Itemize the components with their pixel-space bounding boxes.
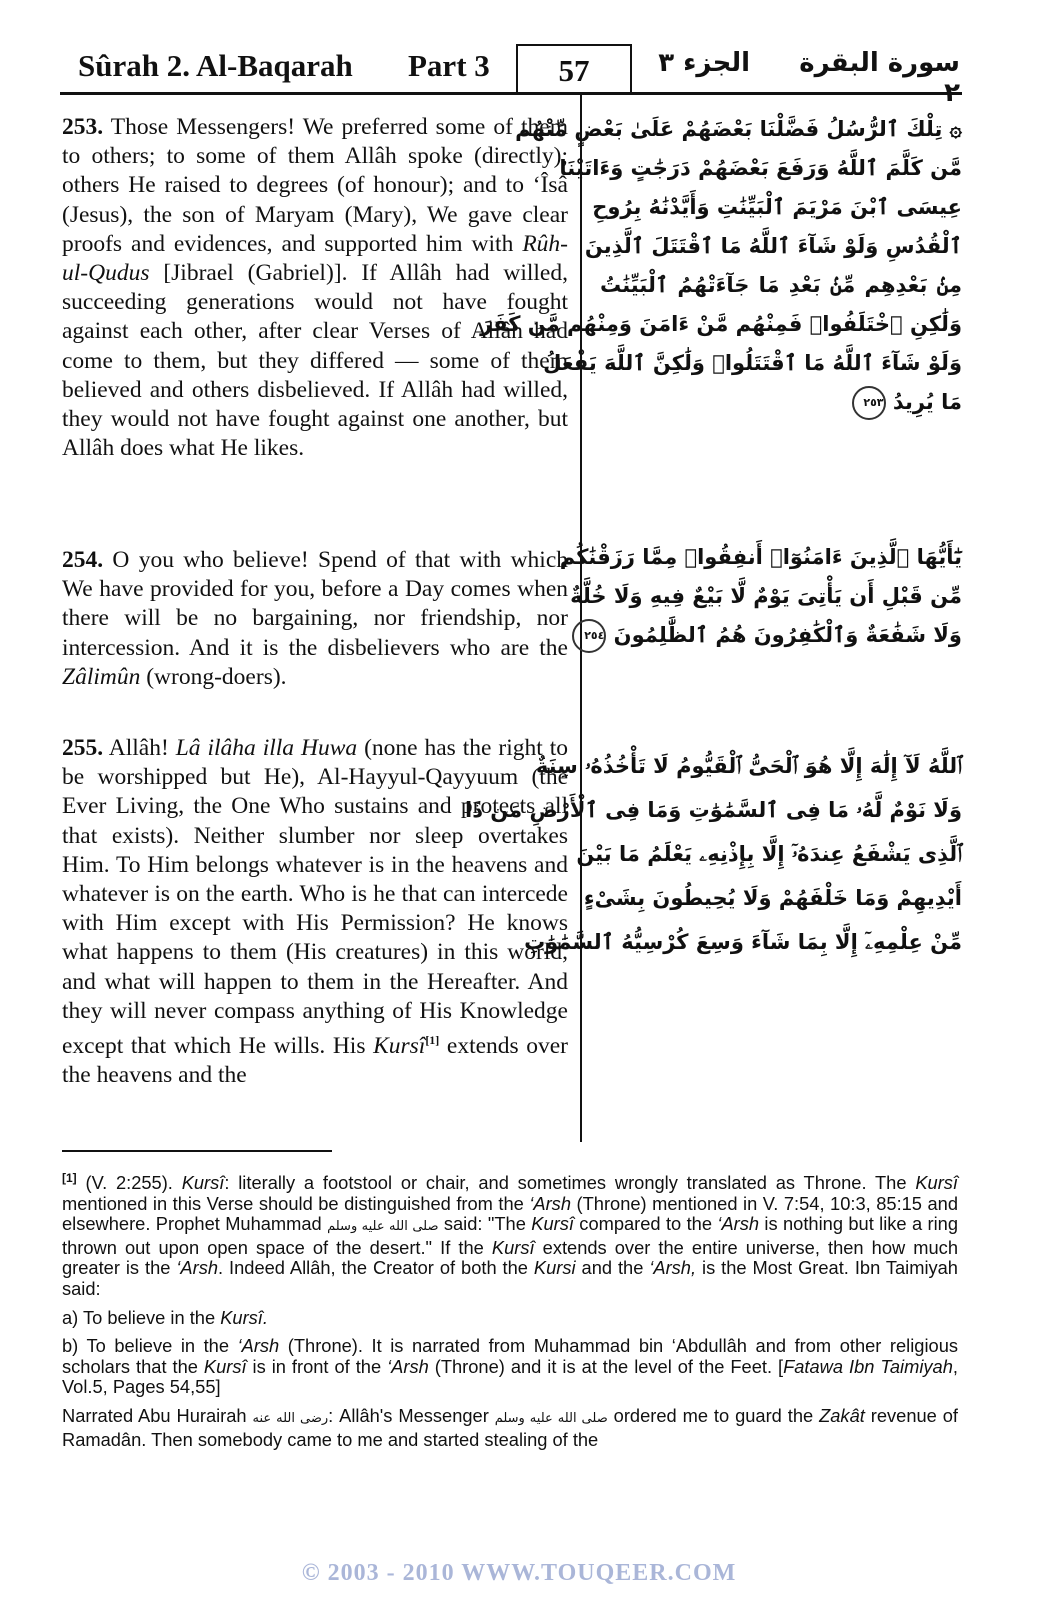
arabic-line: ٱلَّذِى يَشْفَعُ عِندَهُۥٓ إِلَّا بِإِذْنِهِۦ يَعْلَمُ مَا بَيْنَ: [576, 842, 962, 866]
footnote-italic: Kursî: [203, 1355, 247, 1377]
footnote-text: (V. 2:255).: [76, 1172, 182, 1194]
verse-text: (none has the right to be worshipped but He), Al-Hayyul-Qayyuum (the Ever Living, the One Who sustains and protects all that exists). Neither slumber nor sleep overtakes Him. To Him belongs whatever is in the heavens and whatever is on the earth. Who is he that can intercede with Him except with His Permission? He knows what happens to them (His creatures) in this world, and what will happen to them in the Hereafter. And they will never compass anything of His Knowledge except that which He wills. His: [62, 735, 568, 1059]
arabic-line: وَلَٰكِنِ ٱخْتَلَفُوا۟ فَمِنْهُم مَّنْ ءَامَنَ وَمِنْهُم مَّن كَفَرَ: [480, 312, 962, 336]
verse-254-ar: [559, 538, 962, 655]
arabic-line: عِيسَى ٱبْنَ مَرْيَمَ ٱلْبَيِّنَٰتِ وَأَيَّدْنَٰهُ بِرُوحِ: [592, 195, 962, 219]
footnote-italic: Zakât: [819, 1405, 865, 1427]
verse-italic: Lâ ilâha illa Huwa: [175, 735, 358, 761]
salutation-ar: صلى الله عليه وسلم: [494, 1411, 608, 1427]
arabic-line-text: وَلَا شَفَٰعَةٌ وَٱلْكَٰفِرُونَ هُمُ ٱلظَّٰلِمُونَ: [613, 623, 962, 647]
verse-number: 253.: [62, 114, 104, 140]
footnote-text: , Vol.5, Pages 54,55]: [62, 1355, 958, 1398]
verse-text: (wrong-doers).: [140, 663, 287, 690]
footnote-item-b: [62, 1336, 958, 1398]
arabic-line: مِنۢ بَعْدِهِم مِّنۢ بَعْدِ مَا جَآءَتْهُمُ ٱلْبَيِّنَٰتُ: [600, 273, 962, 297]
arabic-line: مِّن قَبْلِ أَن يَأْتِىَ يَوْمٌ لَّا بَيْعٌ فِيهِ وَلَا خُلَّةٌ: [570, 584, 962, 608]
arabic-line: وَلَا نَوْمٌ لَّهُۥ مَا فِى ٱلسَّمَٰوَٰتِ وَمَا فِى ٱلْأَرْضِ مَن ذَا: [465, 798, 962, 822]
footnote-text: is the Most Great. Ibn Taimiyah said:: [62, 1257, 958, 1300]
footnote-italic: ‘Arsh: [529, 1192, 571, 1214]
verse-text: Those Messengers! We preferred some of them to others; to some of them Allâh spoke (directly); others He raised to degrees (of honour); and to ‘Îsâ (Jesus), the son of Maryam (Mary), We gave clear proofs and evidences, and supported him with: [62, 114, 568, 257]
verse-255-ar: [465, 744, 962, 964]
verse-number: 255.: [62, 735, 104, 761]
arabic-line: ۞ تِلْكَ ٱلرُّسُلُ فَضَّلْنَا بَعْضَهُمْ عَلَىٰ بَعْضٍ مِّنْهُم: [515, 117, 962, 141]
footnote-text: (Throne). It is narrated from Muhammad bin ‘Abdullâh and from other religious scholars that the: [62, 1335, 958, 1377]
footnote-italic: ‘Arsh,: [649, 1257, 697, 1279]
copyright-watermark: © 2003 - 2010 WWW.TOUQEER.COM: [301, 1560, 737, 1586]
verse-italic: Kursî: [373, 1032, 426, 1059]
arabic-line: يَٰٓأَيُّهَا ٱلَّذِينَ ءَامَنُوٓا۟ أَنفِقُوا۟ مِمَّا رَزَقْنَٰكُم: [559, 545, 962, 569]
arabic-line: [584, 616, 962, 655]
verse-text: extends over the heavens and the: [62, 1032, 568, 1089]
footnote-text: extends over the entire universe, then how much greater is the: [62, 1236, 958, 1279]
footnote-text: (Throne) and it is at the level of the Feet. [: [428, 1355, 784, 1377]
arabic-line: وَلَوْ شَآءَ ٱللَّهُ مَا ٱقْتَتَلُوا۟ وَلَٰكِنَّ ٱللَّهَ يَفْعَلُ: [543, 351, 962, 375]
verse-text: [Jibrael (Gabriel)]. If Allâh had willed, succeeding generations would not have fought against each other, after clear Verses of Allâh had come to them, but they differed — some of them believed and others disbelieved. If Allâh had willed, they would not have fought against one another, but Allâh does what He likes.: [62, 260, 568, 462]
ayah-number-marker: ٢٥٤: [572, 619, 606, 653]
part-label-en: Part 3: [408, 48, 490, 83]
footnote-text: : literally a footstool or chair, and sometimes wrongly translated as Throne. The: [224, 1172, 916, 1194]
arabic-line: أَيْدِيهِمْ وَمَا خَلْفَهُمْ وَلَا يُحِيطُونَ بِشَىْءٍ: [583, 886, 962, 910]
verse-italic: Zâlimûn: [62, 663, 141, 690]
footnote-rule: [62, 1150, 332, 1152]
arabic-line: [600, 383, 962, 422]
verse-italic: Rûh-ul-Qudus: [62, 230, 568, 287]
footnote-italic: Kursi: [533, 1257, 576, 1279]
footnote-italic: ‘Arsh: [717, 1213, 760, 1235]
juz-label-ar: الجزء ٣: [658, 48, 750, 78]
arabic-line: مَّن كَلَّمَ ٱللَّهُ وَرَفَعَ بَعْضَهُمْ دَرَجَٰتٍ وَءَاتَيْنَا: [559, 156, 962, 180]
page-header: [60, 44, 960, 108]
footnote-italic: Kursî: [531, 1213, 574, 1235]
footnote-text: b) To believe in the: [62, 1335, 238, 1357]
footnote-text: is in front of the: [246, 1355, 388, 1377]
footnote-text: and the: [575, 1257, 650, 1279]
footnote-italic: Kursî.: [220, 1306, 268, 1328]
footnote-text: (Throne) mentioned in V. 7:54, 10:3, 85:15 and elsewhere. Prophet Muhammad: [62, 1192, 958, 1235]
footnotes: [62, 1168, 958, 1458]
surah-title-en: Sûrah 2. Al-Baqarah: [78, 48, 353, 83]
footnote-text: revenue of Ramadân. Then somebody came to me and started stealing of the: [62, 1405, 958, 1450]
page-number: 57: [516, 44, 632, 92]
footnote-text: is nothing but like a ring thrown out upon open space of the desert." If the: [62, 1213, 958, 1258]
verse-253-ar: [480, 110, 962, 422]
verse-text: O you who believe! Spend of that with which We have provided for you, before a Day comes when there will be no bargaining, nor friendship, nor intercession. And it is the disbelievers who are the: [62, 547, 568, 661]
footnote-item-a: [62, 1308, 958, 1329]
footnote-text: : Allâh's Messenger: [328, 1405, 495, 1427]
footnote-italic: Fatawa Ibn Taimiyah: [783, 1355, 953, 1377]
verse-number: 254.: [62, 547, 104, 573]
salutation-ar: رضى الله عنه: [252, 1411, 329, 1427]
footnote-1: [62, 1168, 958, 1300]
verse-254-en: [62, 546, 568, 692]
verse-text: Allâh!: [103, 735, 176, 761]
surah-title-ar: سورة البقرة ٢: [799, 48, 960, 108]
footnote-italic: Kursî: [491, 1236, 535, 1258]
footnote-text: said: "The: [438, 1213, 532, 1235]
footnote-text: a) To believe in the: [62, 1306, 221, 1328]
footnote-italic: ‘Arsh: [387, 1355, 429, 1377]
arabic-line: مِّنْ عِلْمِهِۦٓ إِلَّا بِمَا شَآءَ وَسِعَ كُرْسِيُّهُ ٱلسَّمَٰوَٰتِ: [524, 930, 962, 954]
arabic-line: ٱللَّهُ لَآ إِلَٰهَ إِلَّا هُوَ ٱلْحَىُّ ٱلْقَيُّومُ لَا تَأْخُذُهُۥ سِنَةٌ: [535, 754, 962, 778]
footnote-text: mentioned in this Verse should be distinguished from the: [62, 1192, 530, 1214]
verse-253-en: [62, 113, 568, 463]
footnote-narration: [62, 1406, 958, 1450]
footnote-reference[interactable]: [1]: [425, 1033, 440, 1048]
footnote-text: . Indeed Allâh, the Creator of both the: [218, 1257, 534, 1279]
footnote-italic: Kursî: [915, 1172, 958, 1194]
header-rule: [60, 92, 962, 95]
footnote-italic: ‘Arsh: [237, 1335, 280, 1357]
footnote-marker: [1]: [62, 1171, 77, 1185]
arabic-line-text: مَا يُرِيدُ: [892, 390, 962, 414]
footnote-text: Narrated Abu Hurairah: [62, 1405, 253, 1427]
salutation-ar: صلى الله عليه وسلم: [327, 1219, 439, 1235]
footnote-text: compared to the: [573, 1213, 718, 1235]
arabic-line: ٱلْقُدُسِ وَلَوْ شَآءَ ٱللَّهُ مَا ٱقْتَتَلَ ٱلَّذِينَ: [584, 234, 962, 258]
ayah-number-marker: ٢٥٣: [852, 386, 886, 420]
footnote-text: ordered me to guard the: [607, 1405, 820, 1427]
footnote-italic: Kursî: [181, 1172, 225, 1194]
footnote-italic: ‘Arsh: [176, 1257, 219, 1279]
